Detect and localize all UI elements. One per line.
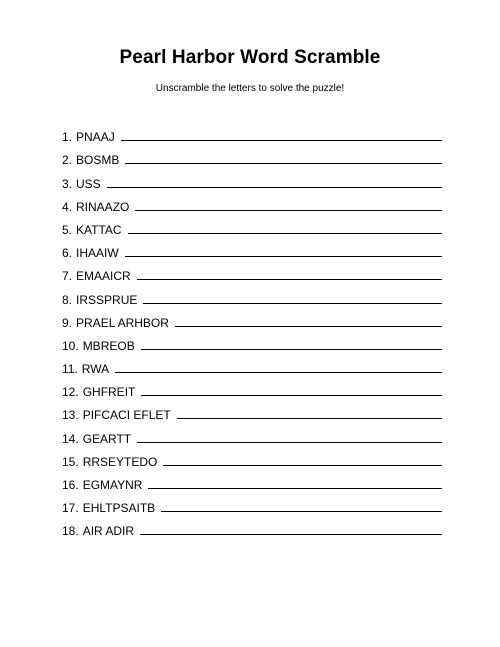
answer-line xyxy=(128,233,442,234)
item-number: 18. xyxy=(62,524,79,539)
item-number: 7. xyxy=(62,269,73,284)
scramble-item xyxy=(62,121,442,144)
scramble-item xyxy=(62,469,442,492)
item-number: 6. xyxy=(62,246,73,261)
scrambled-word: AIR ADIR xyxy=(82,524,135,539)
answer-line xyxy=(161,511,442,512)
scrambled-word: GHFREIT xyxy=(82,385,136,400)
item-number: 9. xyxy=(62,315,73,330)
scrambled-word: PIFCACI EFLET xyxy=(82,408,171,423)
scrambled-word: GEARTT xyxy=(82,431,132,446)
scramble-item xyxy=(62,283,442,306)
scrambled-word: KATTAC xyxy=(76,222,122,237)
scrambled-word: RINAAZO xyxy=(76,199,130,214)
item-number: 8. xyxy=(62,292,73,307)
item-number: 5. xyxy=(62,222,73,237)
item-number: 4. xyxy=(62,199,73,214)
answer-line xyxy=(107,187,442,188)
scramble-item xyxy=(62,446,442,469)
scramble-item xyxy=(62,307,442,330)
answer-line xyxy=(135,210,442,211)
scramble-item xyxy=(62,191,442,214)
answer-line xyxy=(137,279,442,280)
item-number: 1. xyxy=(62,130,73,145)
answer-line xyxy=(143,303,442,304)
answer-line xyxy=(141,395,442,396)
scrambled-word: USS xyxy=(76,176,101,191)
answer-line xyxy=(141,349,442,350)
scrambled-word: RWA xyxy=(81,362,110,377)
answer-line xyxy=(177,418,442,419)
answer-line xyxy=(121,140,442,141)
scramble-item xyxy=(62,422,442,445)
scrambled-word: BOSMB xyxy=(76,153,120,168)
item-number: 17. xyxy=(62,501,79,516)
scramble-list xyxy=(62,121,442,538)
scramble-item xyxy=(62,515,442,538)
scrambled-word: EMAAICR xyxy=(76,269,131,284)
page-title: Pearl Harbor Word Scramble xyxy=(119,47,381,68)
scramble-item xyxy=(62,144,442,167)
scramble-item xyxy=(62,214,442,237)
scrambled-word: EHLTPSAITB xyxy=(82,501,156,516)
item-number: 2. xyxy=(62,153,73,168)
item-number: 11. xyxy=(62,362,78,377)
scramble-item xyxy=(62,330,442,353)
scrambled-word: PNAAJ xyxy=(76,130,115,145)
answer-line xyxy=(140,534,442,535)
scramble-item xyxy=(62,492,442,515)
item-number: 16. xyxy=(62,478,79,492)
scrambled-word: MBREOB xyxy=(82,338,135,353)
answer-line xyxy=(148,488,442,489)
answer-line xyxy=(163,465,442,466)
item-number: 15. xyxy=(62,454,79,469)
scramble-item xyxy=(62,167,442,190)
scramble-item xyxy=(62,376,442,399)
item-number: 10. xyxy=(62,338,79,353)
answer-line xyxy=(125,163,442,164)
answer-line xyxy=(115,372,442,373)
scrambled-word: RRSEYTEDO xyxy=(82,454,158,469)
scramble-item xyxy=(62,353,442,376)
scramble-item xyxy=(62,399,442,422)
scrambled-word: EGMAYNR xyxy=(82,478,143,492)
item-number: 12. xyxy=(62,385,79,400)
scrambled-word: IHAAIW xyxy=(76,246,119,261)
scramble-item xyxy=(62,237,442,260)
item-number: 3. xyxy=(62,176,73,191)
answer-line xyxy=(175,326,442,327)
scramble-item xyxy=(62,260,442,283)
item-number: 14. xyxy=(62,431,79,446)
scrambled-word: IRSSPRUE xyxy=(76,292,138,307)
item-number: 13. xyxy=(62,408,79,423)
scrambled-word: PRAEL ARHBOR xyxy=(76,315,169,330)
answer-line xyxy=(137,442,442,443)
page-subtitle: Unscramble the letters to solve the puzzle! xyxy=(155,83,345,94)
answer-line xyxy=(125,256,442,257)
